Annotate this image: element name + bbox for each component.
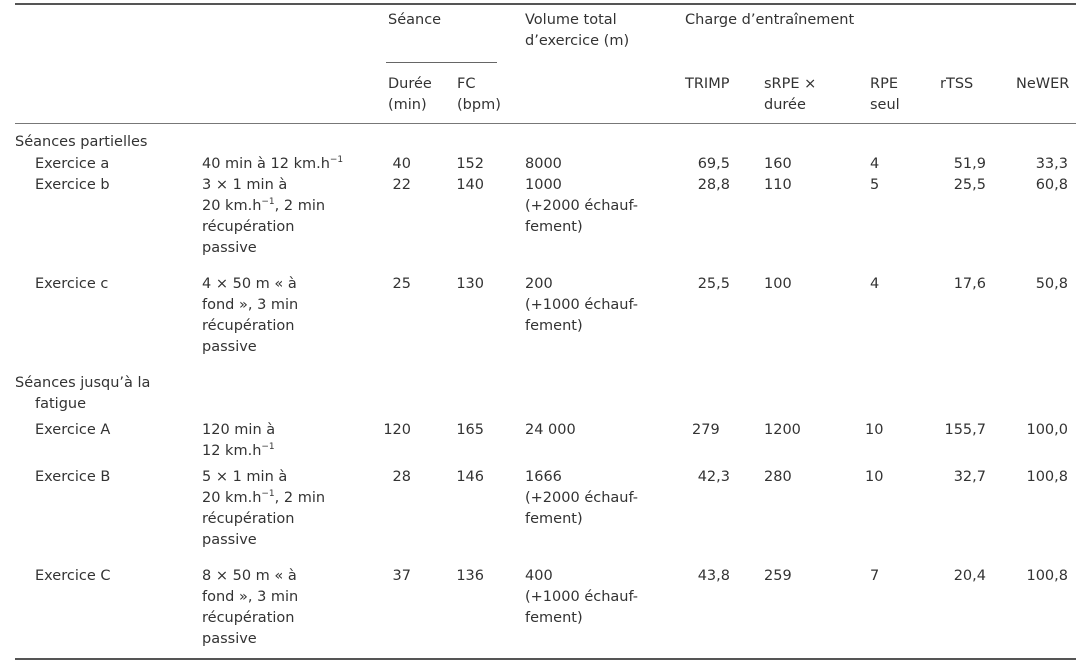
cell-volume-line3: fement)	[525, 219, 583, 235]
cell-volume-line1: 1666	[525, 469, 562, 485]
cell-rtss: 25,5	[953, 177, 986, 193]
exercise-description-line1: 5 × 1 min à	[202, 469, 288, 485]
cell-volume-line1: 1000	[525, 177, 562, 193]
cell-newer: 100,0	[1026, 422, 1068, 438]
cell-duree: 22	[392, 177, 411, 193]
cell-fc: 140	[456, 177, 484, 193]
cell-rpe: 10	[865, 422, 884, 438]
table-top-rule	[15, 3, 1076, 5]
exercise-name: Exercice a	[35, 156, 110, 172]
exercise-name: Exercice B	[35, 469, 111, 485]
cell-volume-line1: 400	[525, 568, 553, 584]
header-charge: Charge d’entraînement	[685, 12, 855, 28]
cell-rtss: 17,6	[953, 276, 986, 292]
exercise-name: Exercice C	[35, 568, 111, 584]
cell-rpe: 4	[870, 156, 880, 172]
cell-rtss: 51,9	[953, 156, 986, 172]
header-duree-line2: (min)	[388, 97, 427, 113]
exercise-description-line2: fond », 3 min	[202, 297, 299, 313]
group-label-fatigue-line1: Séances jusqu’à la	[15, 375, 151, 391]
header-srpe-line2: durée	[764, 97, 806, 113]
cell-duree: 25	[392, 276, 411, 292]
cell-srpe: 100	[764, 276, 792, 292]
cell-volume-line2: (+1000 échauf-	[525, 589, 639, 605]
cell-srpe: 259	[764, 568, 792, 584]
header-trimp: TRIMP	[685, 76, 730, 92]
exercise-description: 40 min à 12 $km.h^{-1}$	[202, 155, 344, 172]
header-volume-line1: Volume total	[525, 12, 617, 28]
cell-fc: 152	[456, 156, 484, 172]
header-srpe-line1: sRPE ×	[764, 76, 817, 92]
cell-trimp: 28,8	[697, 177, 730, 193]
exercise-description-line1: 120 min à	[202, 422, 276, 438]
cell-rpe: 5	[870, 177, 880, 193]
cell-volume: 24 000	[525, 422, 576, 438]
exercise-description-line1: 4 × 50 m « à	[202, 276, 297, 292]
header-volume-line2: d’exercice (m)	[525, 33, 630, 49]
cell-volume-line3: fement)	[525, 511, 583, 527]
cell-volume-line2: (+2000 échauf-	[525, 490, 639, 506]
cell-trimp: 279	[692, 422, 720, 438]
table-bottom-rule	[15, 658, 1076, 660]
exercise-description-line3: récupération	[202, 318, 295, 334]
cell-rpe: 10	[865, 469, 884, 485]
cell-rtss: 20,4	[953, 568, 986, 584]
cell-newer: 100,8	[1026, 568, 1068, 584]
cell-fc: 165	[456, 422, 484, 438]
exercise-description-line3: récupération	[202, 219, 295, 235]
cell-srpe: 1200	[764, 422, 801, 438]
cell-newer: 100,8	[1026, 469, 1068, 485]
header-rtss: rTSS	[940, 76, 974, 92]
cell-duree: 40	[392, 156, 411, 172]
header-fc-line1: FC	[457, 76, 476, 92]
cell-duree: 28	[392, 469, 411, 485]
cell-srpe: 110	[764, 177, 792, 193]
cell-duree: 37	[392, 568, 411, 584]
cell-fc: 136	[456, 568, 484, 584]
exercise-name: Exercice c	[35, 276, 109, 292]
cell-volume-line3: fement)	[525, 318, 583, 334]
exercise-description-line1: 8 × 50 m « à	[202, 568, 297, 584]
cell-rtss: 32,7	[953, 469, 986, 485]
cell-volume-line2: (+1000 échauf-	[525, 297, 639, 313]
header-rpe-line1: RPE	[870, 76, 898, 92]
seance-group-rule	[386, 62, 497, 63]
cell-srpe: 160	[764, 156, 792, 172]
exercise-description-line4: passive	[202, 631, 257, 647]
cell-srpe: 280	[764, 469, 792, 485]
exercise-description-line3: récupération	[202, 511, 295, 527]
cell-volume-line3: fement)	[525, 610, 583, 626]
cell-trimp: 69,5	[697, 156, 730, 172]
header-newer: NeWER	[1016, 76, 1070, 92]
exercise-description-line2: 20 $km.h^{-1}$, 2 min	[202, 489, 326, 506]
cell-duree: 120	[383, 422, 411, 438]
exercise-name: Exercice A	[35, 422, 111, 438]
header-bottom-rule	[15, 123, 1076, 124]
cell-rpe: 7	[870, 568, 880, 584]
cell-trimp: 42,3	[697, 469, 730, 485]
header-duree-line1: Durée	[388, 76, 432, 92]
cell-trimp: 43,8	[697, 568, 730, 584]
exercise-description-line4: passive	[202, 532, 257, 548]
exercise-description-line2: 12 $km.h^{-1}$	[202, 442, 275, 459]
header-seance: Séance	[388, 12, 442, 28]
cell-newer: 60,8	[1035, 177, 1068, 193]
cell-rpe: 4	[870, 276, 880, 292]
group-label-fatigue-line2: fatigue	[35, 396, 87, 412]
cell-fc: 146	[456, 469, 484, 485]
cell-rtss: 155,7	[944, 422, 986, 438]
exercise-description-line3: récupération	[202, 610, 295, 626]
exercise-description-line1: 3 × 1 min à	[202, 177, 288, 193]
cell-newer: 50,8	[1035, 276, 1068, 292]
exercise-description-line4: passive	[202, 240, 257, 256]
cell-volume-line2: (+2000 échauf-	[525, 198, 639, 214]
exercise-description-line2: fond », 3 min	[202, 589, 299, 605]
cell-volume-line1: 200	[525, 276, 553, 292]
cell-trimp: 25,5	[697, 276, 730, 292]
cell-volume: 8000	[525, 156, 562, 172]
exercise-description-line4: passive	[202, 339, 257, 355]
cell-fc: 130	[456, 276, 484, 292]
cell-newer: 33,3	[1035, 156, 1068, 172]
group-label-partial: Séances partielles	[15, 134, 148, 150]
exercise-name: Exercice b	[35, 177, 110, 193]
exercise-description-line2: 20 $km.h^{-1}$, 2 min	[202, 197, 326, 214]
header-rpe-line2: seul	[870, 97, 900, 113]
header-fc-line2: (bpm)	[457, 97, 501, 113]
